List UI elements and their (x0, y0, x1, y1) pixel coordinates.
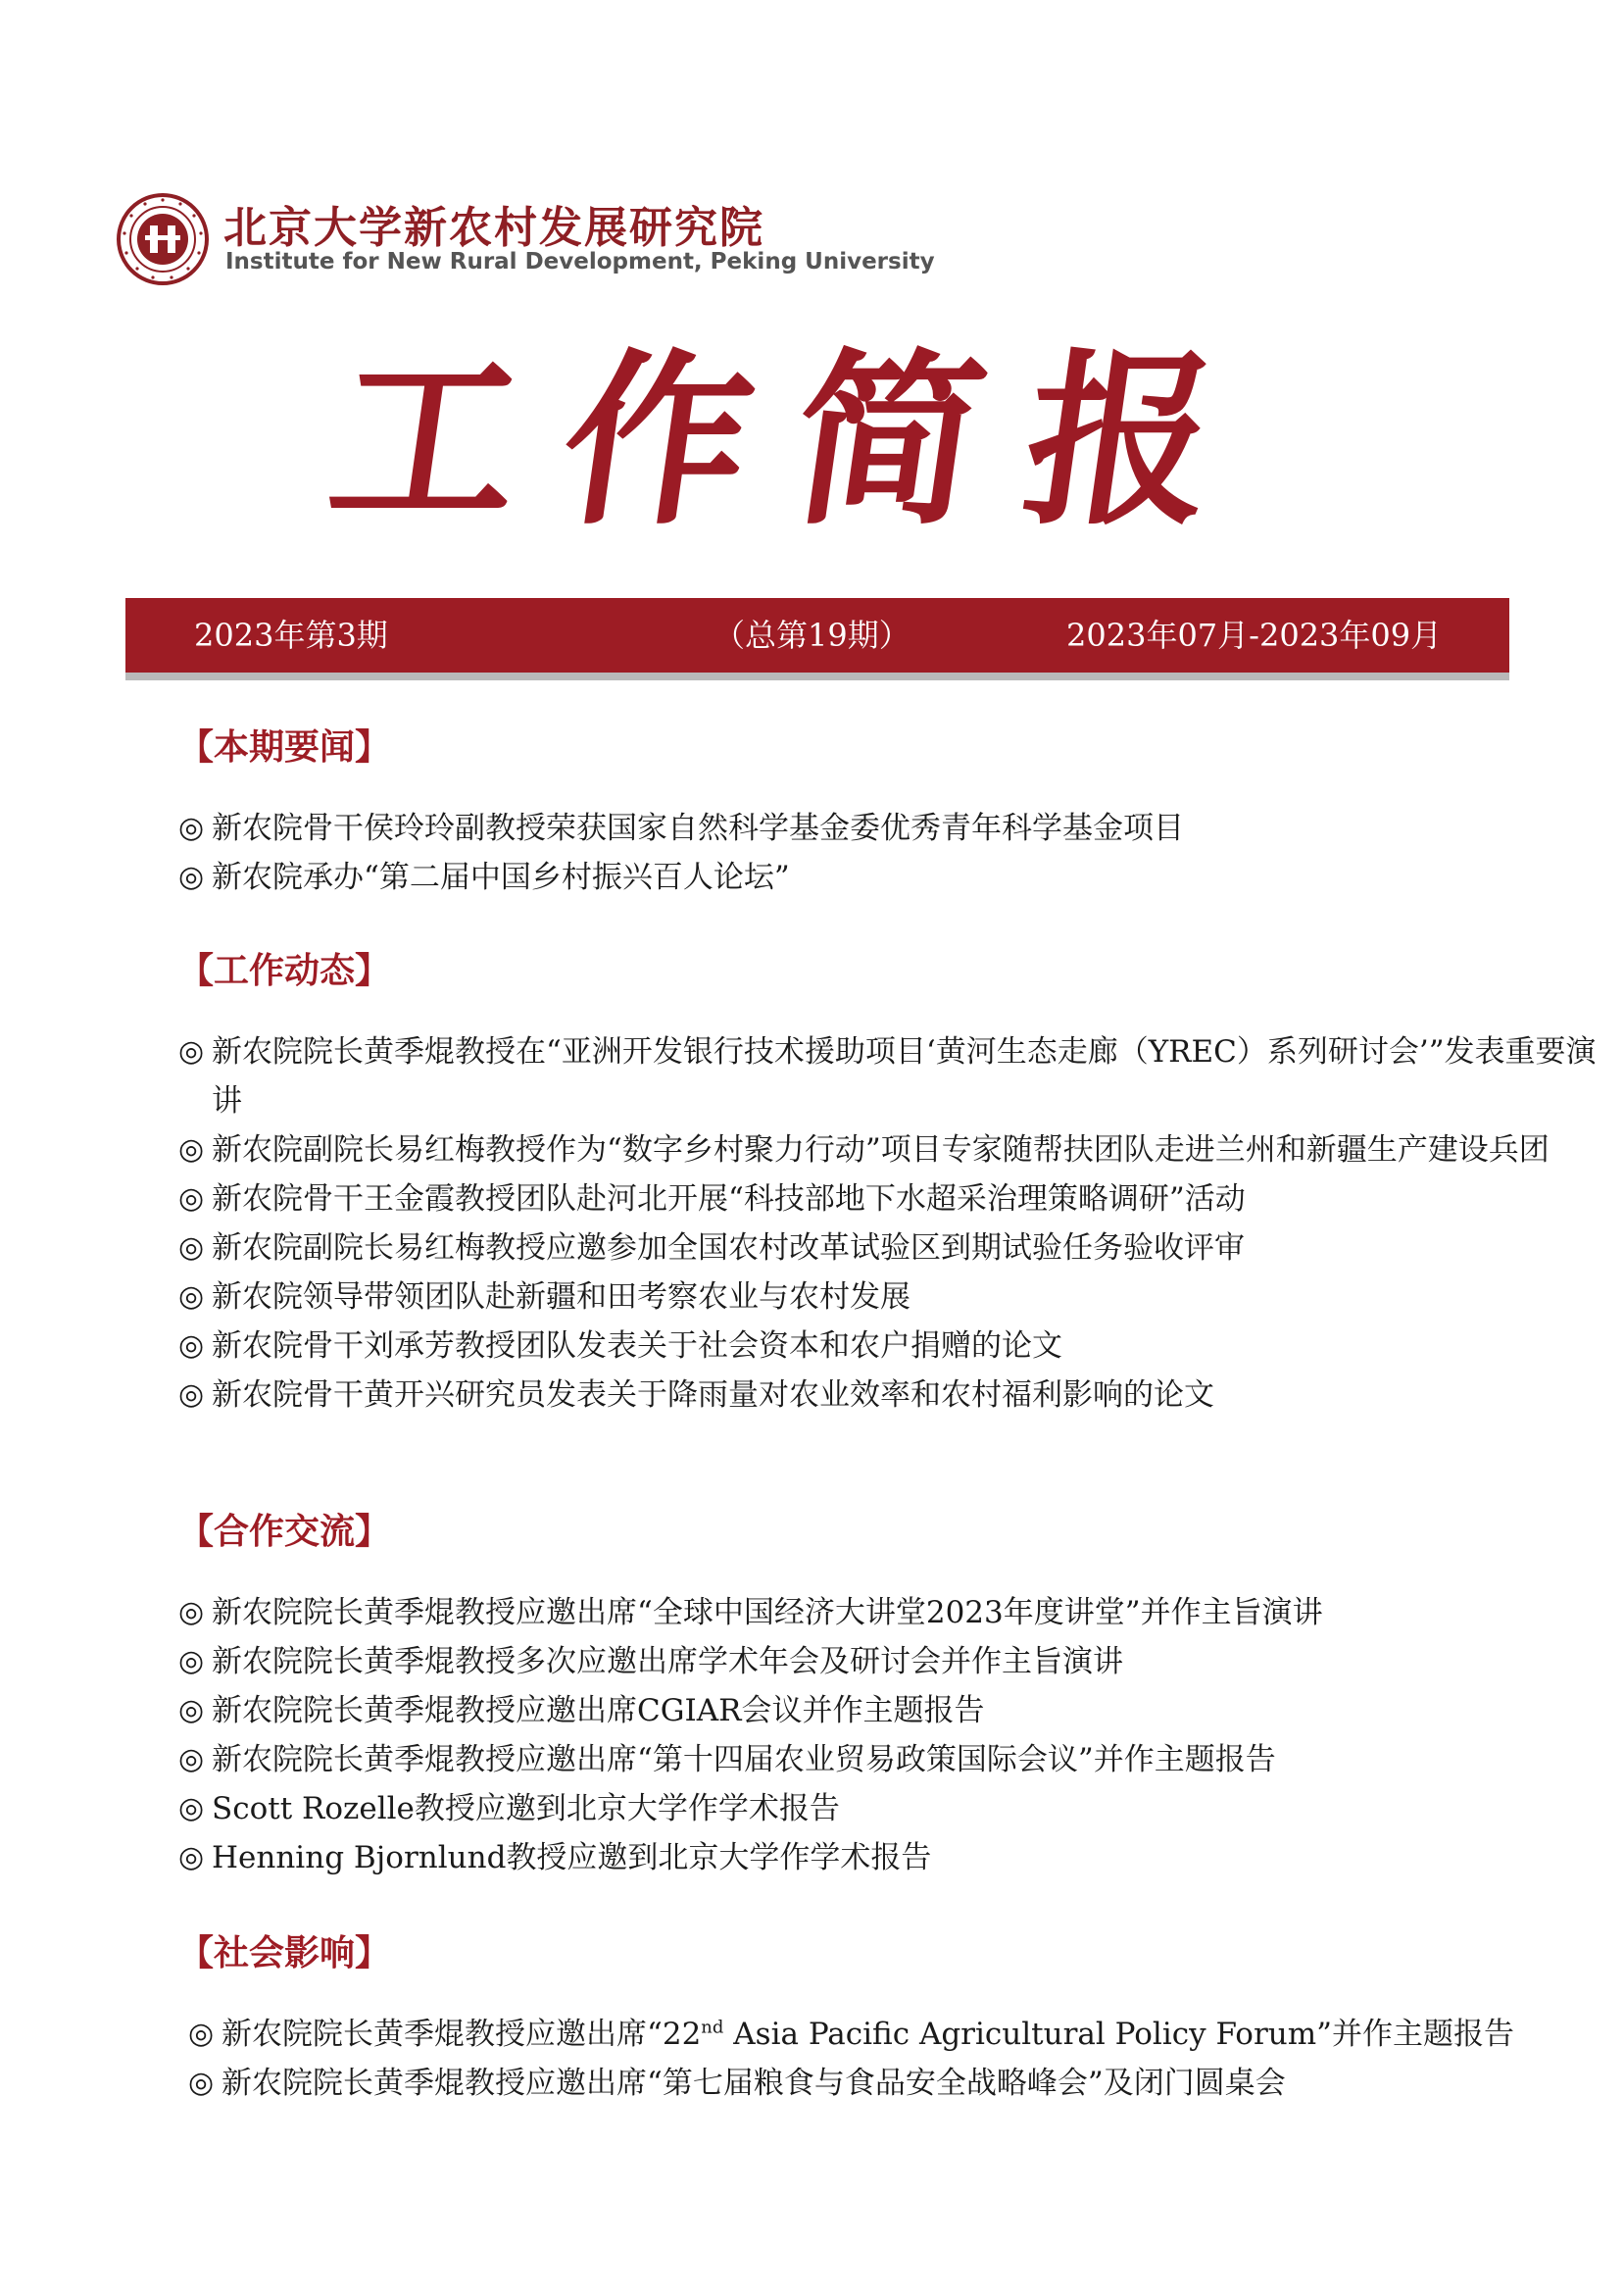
bullet-icon: ◎ (178, 1377, 205, 1412)
list-item: ◎ 新农院骨干刘承芳教授团队发表关于社会资本和农户捐赠的论文 (178, 1322, 1609, 1371)
list-item: ◎ 新农院院长黄季焜教授在“亚洲开发银行技术援助项目‘黄河生态走廊（YREC）系列研讨会’”发表重要演讲 (178, 1027, 1609, 1125)
bullet-icon: ◎ (178, 1742, 205, 1776)
bullet-icon: ◎ (178, 1181, 205, 1216)
issue-bar (125, 598, 1509, 673)
org-name-english: Institute for New Rural Development, Peking University (225, 249, 935, 275)
bullet-icon: ◎ (188, 2017, 215, 2051)
section-cooperation (178, 1508, 1609, 1882)
bullet-icon: ◎ (178, 1034, 205, 1069)
list-item: ◎ 新农院院长黄季焜教授应邀出席“全球中国经济大讲堂2023年度讲堂”并作主旨演讲 (178, 1588, 1609, 1637)
list-item: ◎ 新农院骨干黄开兴研究员发表关于降雨量对农业效率和农村福利影响的论文 (178, 1371, 1609, 1420)
peking-university-seal-icon (116, 192, 210, 286)
section-social-impact (178, 1929, 1619, 2108)
section-title: 【合作交流】 (178, 1512, 391, 1552)
list-item: ◎ 新农院骨干王金霞教授团队赴河北开展“科技部地下水超采治理策略调研”活动 (178, 1174, 1609, 1223)
bullet-icon: ◎ (178, 1791, 205, 1825)
list-item: ◎ Scott Rozelle教授应邀到北京大学作学术报告 (178, 1784, 1609, 1833)
institute-header (116, 192, 935, 290)
bullet-icon: ◎ (178, 1693, 205, 1727)
bullet-icon: ◎ (178, 1840, 205, 1874)
issue-number: 2023年第3期 (194, 617, 388, 654)
list-item: ◎ 新农院骨干侯玲玲副教授荣获国家自然科学基金委优秀青年科学基金项目 (178, 804, 1609, 853)
section-headlines (178, 724, 1609, 902)
list-item: ◎ 新农院院长黄季焜教授多次应邀出席学术年会及研讨会并作主旨演讲 (178, 1637, 1609, 1686)
section-title: 【本期要闻】 (178, 727, 391, 768)
bullet-icon: ◎ (178, 1644, 205, 1678)
bullet-icon: ◎ (188, 2066, 215, 2100)
bullet-icon: ◎ (178, 1230, 205, 1265)
list-item: ◎ 新农院副院长易红梅教授作为“数字乡村聚力行动”项目专家随帮扶团队走进兰州和新疆生产建设兵团 (178, 1125, 1609, 1174)
issue-date-range: 2023年07月-2023年09月 (1066, 617, 1443, 654)
issue-total: （总第19期） (714, 617, 910, 654)
list-item: ◎ 新农院院长黄季焜教授应邀出席CGIAR会议并作主题报告 (178, 1686, 1609, 1735)
issue-bar-shadow (125, 673, 1509, 680)
bullet-icon: ◎ (178, 1279, 205, 1314)
list-item: ◎ 新农院院长黄季焜教授应邀出席“第七届粮食与食品安全战略峰会”及闭门圆桌会 (188, 2059, 1619, 2108)
section-work-updates (178, 947, 1609, 1420)
bullet-icon: ◎ (178, 1132, 205, 1167)
list-item: ◎ 新农院院长黄季焜教授应邀出席“第十四届农业贸易政策国际会议”并作主题报告 (178, 1735, 1609, 1784)
bullet-icon: ◎ (178, 811, 205, 845)
list-item: ◎ 新农院领导带领团队赴新疆和田考察农业与农村发展 (178, 1273, 1609, 1322)
list-item: ◎ 新农院院长黄季焜教授应邀出席“22nd Asia Pacific Agricultural Policy Forum”并作主题报告 (188, 2010, 1619, 2059)
section-title: 【社会影响】 (178, 1933, 391, 1973)
org-name-chinese: 北京大学新农村发展研究院 (223, 203, 764, 253)
list-item: ◎ Henning Bjornlund教授应邀到北京大学作学术报告 (178, 1833, 1609, 1882)
masthead-title: 工作简报 (318, 331, 1274, 550)
section-title: 【工作动态】 (178, 951, 391, 991)
list-item: ◎ 新农院副院长易红梅教授应邀参加全国农村改革试验区到期试验任务验收评审 (178, 1223, 1609, 1273)
bullet-icon: ◎ (178, 1595, 205, 1629)
list-item: ◎ 新农院承办“第二届中国乡村振兴百人论坛” (178, 853, 1609, 902)
bullet-icon: ◎ (178, 1328, 205, 1363)
bullet-icon: ◎ (178, 860, 205, 894)
masthead (318, 324, 1294, 559)
